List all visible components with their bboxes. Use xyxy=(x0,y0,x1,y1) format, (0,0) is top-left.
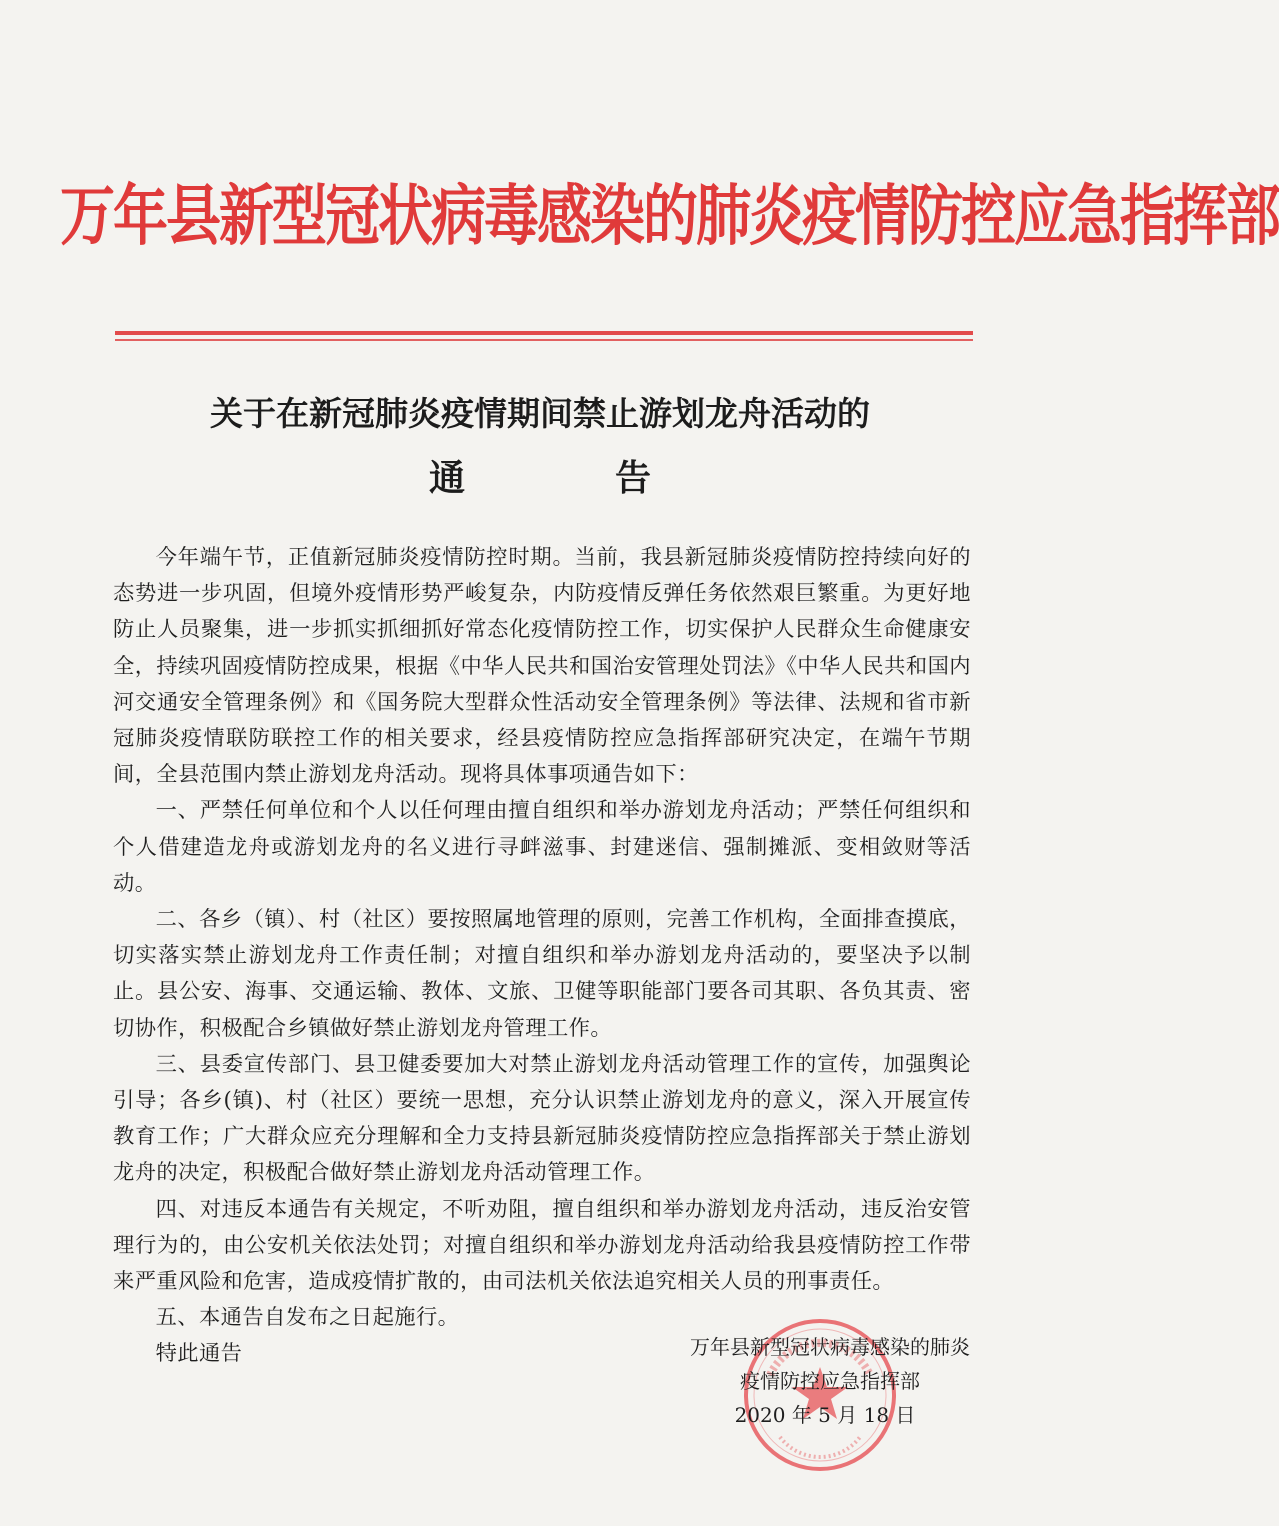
paragraph: 一、严禁任何单位和个人以任何理由擅自组织和举办游划龙舟活动；严禁任何组织和个人借建造龙舟或游划龙舟的名义进行寻衅滋事、封建迷信、强制摊派、变相敛财等活动。 xyxy=(113,798,971,896)
paragraph: 三、县委宣传部门、县卫健委要加大对禁止游划龙舟活动管理工作的宣传，加强舆论引导；各乡(镇)、村（社区）要统一思想，充分认识禁止游划龙舟的意义，深入开展宣传教育工作；广大群众应充分理解和全力支持县新冠肺炎疫情防控应急指挥部关于禁止游划龙舟的决定，积极配合做好禁止游划龙舟活动管理工作。 xyxy=(113,1051,971,1186)
signature-block xyxy=(650,1330,980,1432)
paragraph: 五、本通告自发布之日起施行。 xyxy=(155,1305,460,1331)
signature-org-line1: 万年县新型冠状病毒感染的肺炎 xyxy=(690,1335,970,1359)
notice-body xyxy=(113,540,971,1373)
paragraph: 特此通告 xyxy=(155,1341,243,1367)
paragraph: 四、对违反本通告有关规定，不听劝阻，擅自组织和举办游划龙舟活动，违反治安管理行为的，由公安机关依法处罚；对擅自组织和举办游划龙舟活动给我县疫情防控工作带来严重风险和危害，造成疫情扩散的，由司法机关依法追究相关人员的刑事责任。 xyxy=(113,1196,971,1295)
red-rule-thick xyxy=(115,331,973,335)
paragraph: 二、各乡（镇）、村（社区）要按照属地管理的原则，完善工作机构，全面排查摸底，切实落实禁止游划龙舟工作责任制；对擅自组织和举办游划龙舟活动的，要坚决予以制止。县公安、海事、交通运输、教体、文旅、卫健等职能部门要各司其职、各负其责、密切协作，积极配合乡镇做好禁止游划龙舟管理工作。 xyxy=(113,907,971,1041)
signature-date: 2020 年 5 月 18 日 xyxy=(734,1403,916,1427)
masthead-title: 万年县新型冠状病毒感染的肺炎疫情防控应急指挥部 xyxy=(60,177,1279,254)
notice-subtitle: 通告 xyxy=(428,457,801,499)
red-rule-thin xyxy=(115,339,973,341)
notice-title: 关于在新冠肺炎疫情期间禁止游划龙舟活动的 xyxy=(210,394,870,433)
signature-org-line2: 疫情防控应急指挥部 xyxy=(740,1369,920,1393)
paragraph: 今年端午节，正值新冠肺炎疫情防控时期。当前，我县新冠肺炎疫情防控持续向好的态势进一步巩固，但境外疫情形势严峻复杂，内防疫情反弹任务依然艰巨繁重。为更好地防止人员聚集，进一步抓实抓细抓好常态化疫情防控工作，切实保护人民群众生命健康安全，持续巩固疫情防控成果，根据《中华人民共和国治安管理处罚法》《中华人民共和国内河交通安全管理条例》和《国务院大型群众性活动安全管理条例》等法律、法规和省市新冠肺炎疫情联防联控工作的相关要求，经县疫情防控应急指挥部研究决定，在端午节期间，全县范围内禁止游划龙舟活动。现将具体事项通告如下： xyxy=(113,545,971,788)
